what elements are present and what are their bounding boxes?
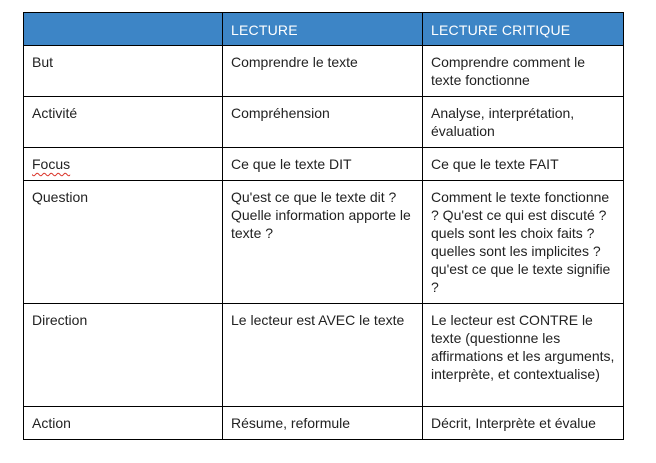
cell-lecture-critique-question: Comment le texte fonctionne ? Qu'est ce qui est discuté ? quels sont les choix faits ? quelles sont les implicites ? qu'est ce que le texte signifie ? [423,181,624,304]
comparison-table [23,12,624,440]
cell-lecture-activite: Compréhension [223,97,423,148]
table-row-but [24,46,624,97]
row-label-but: But [24,46,223,97]
table-header [24,13,624,46]
table-body [24,46,624,440]
row-label-question: Question [24,181,223,304]
table-row-action [24,407,624,440]
cell-lecture-but: Comprendre le texte [223,46,423,97]
cell-lecture-critique-direction: Le lecteur est CONTRE le texte (questionne les affirmations et les arguments, interprète, et contextualise) [423,304,624,407]
table-row-focus [24,148,624,181]
table-row-direction [24,304,624,407]
cell-lecture-critique-action: Décrit, Interprète et évalue [423,407,624,440]
row-label-activite: Activité [24,97,223,148]
cell-lecture-critique-activite: Analyse, interprétation, évaluation [423,97,624,148]
header-corner-cell [24,13,223,46]
row-label-focus-cell [24,148,223,181]
cell-lecture-focus: Ce que le texte DIT [223,148,423,181]
table-row-activite [24,97,624,148]
cell-lecture-direction: Le lecteur est AVEC le texte [223,304,423,407]
row-label-direction: Direction [24,304,223,407]
header-lecture: LECTURE [223,13,423,46]
table-row-question [24,181,624,304]
header-lecture-critique: LECTURE CRITIQUE [423,13,624,46]
cell-lecture-action: Résume, reformule [223,407,423,440]
cell-lecture-critique-but: Comprendre comment le texte fonctionne [423,46,624,97]
row-label-focus: Focus [32,156,71,172]
cell-lecture-question: Qu'est ce que le texte dit ? Quelle information apporte le texte ? [223,181,423,304]
row-label-action: Action [24,407,223,440]
cell-lecture-critique-focus: Ce que le texte FAIT [423,148,624,181]
header-row [24,13,624,46]
